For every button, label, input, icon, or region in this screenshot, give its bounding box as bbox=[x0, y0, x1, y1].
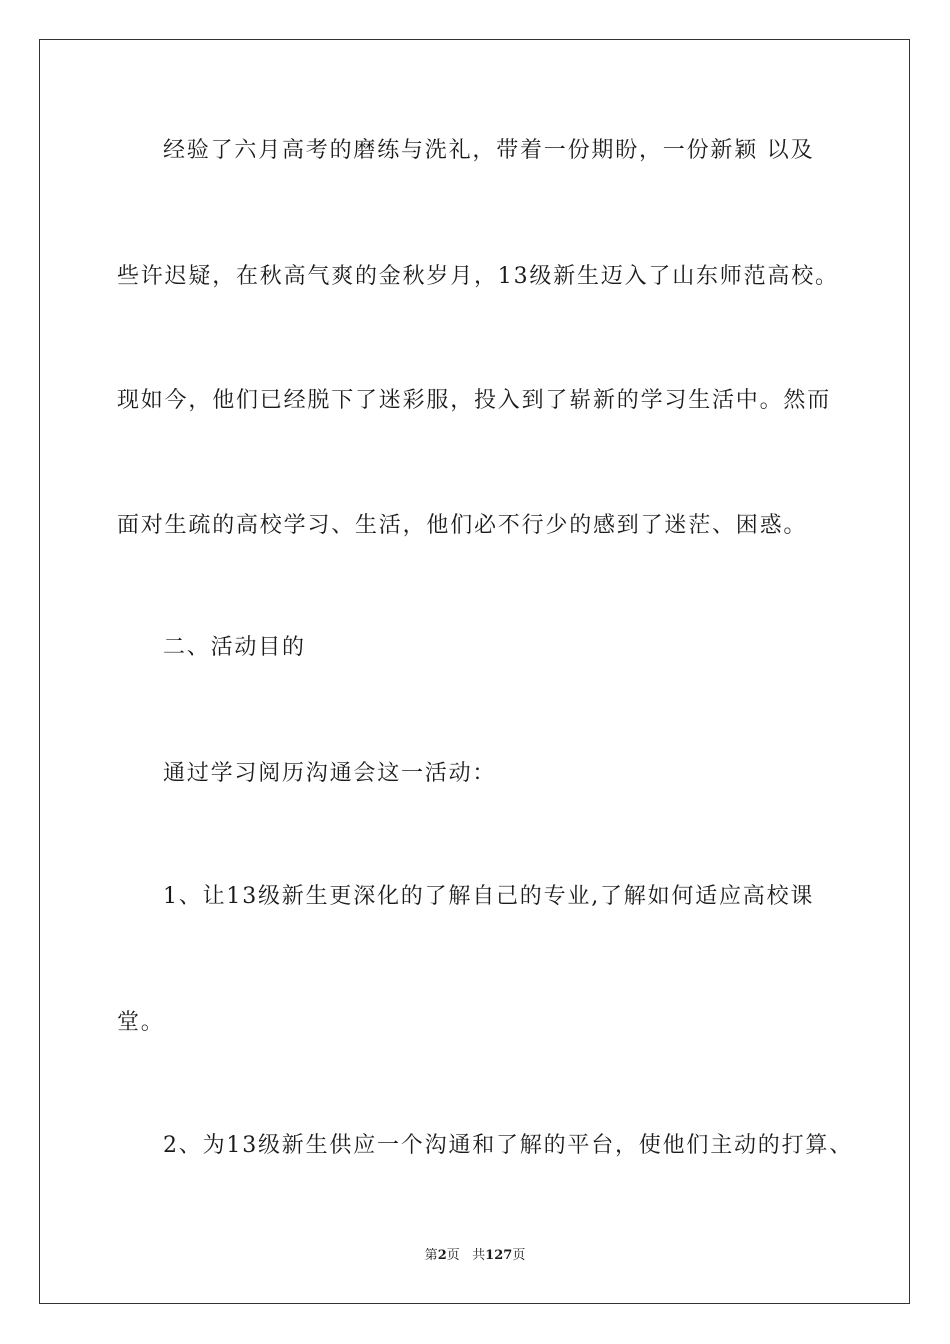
paragraph-line-intro: 通过学习阅历沟通会这一活动： bbox=[163, 761, 497, 786]
footer-page-number: 2 bbox=[437, 1248, 447, 1263]
paragraph-line-3: 现如今，他们已经脱下了迷彩服，投入到了崭新的学习生活中。然而 bbox=[117, 388, 832, 413]
page-border bbox=[39, 39, 910, 1304]
footer-total-pages: 127 bbox=[485, 1248, 513, 1263]
list-item-2-line-1: 2、为13级新生供应一个沟通和了解的平台，使他们主动的打算、 bbox=[163, 1133, 853, 1158]
footer-total-suffix: 页 bbox=[512, 1248, 526, 1263]
footer-total-prefix: 共 bbox=[472, 1248, 486, 1263]
list-item-1-line-2: 堂。 bbox=[117, 1010, 165, 1035]
list-item-1-line-1: 1、让13级新生更深化的了解自己的专业,了解如何适应高校课 bbox=[163, 884, 815, 909]
paragraph-line-1: 经验了六月高考的磨练与洗礼，带着一份期盼，一份新颖 以及 bbox=[163, 138, 815, 163]
paragraph-line-4: 面对生疏的高校学习、生活，他们必不行少的感到了迷茫、困惑。 bbox=[117, 513, 808, 538]
footer-page-suffix: 页 bbox=[446, 1248, 460, 1263]
section-heading-activity-purpose: 二、活动目的 bbox=[163, 635, 306, 660]
footer-page-prefix: 第 bbox=[424, 1248, 438, 1263]
paragraph-line-2: 些许迟疑，在秋高气爽的金秋岁月，13级新生迈入了山东师范高校。 bbox=[117, 264, 839, 289]
page-footer bbox=[0, 1247, 950, 1265]
